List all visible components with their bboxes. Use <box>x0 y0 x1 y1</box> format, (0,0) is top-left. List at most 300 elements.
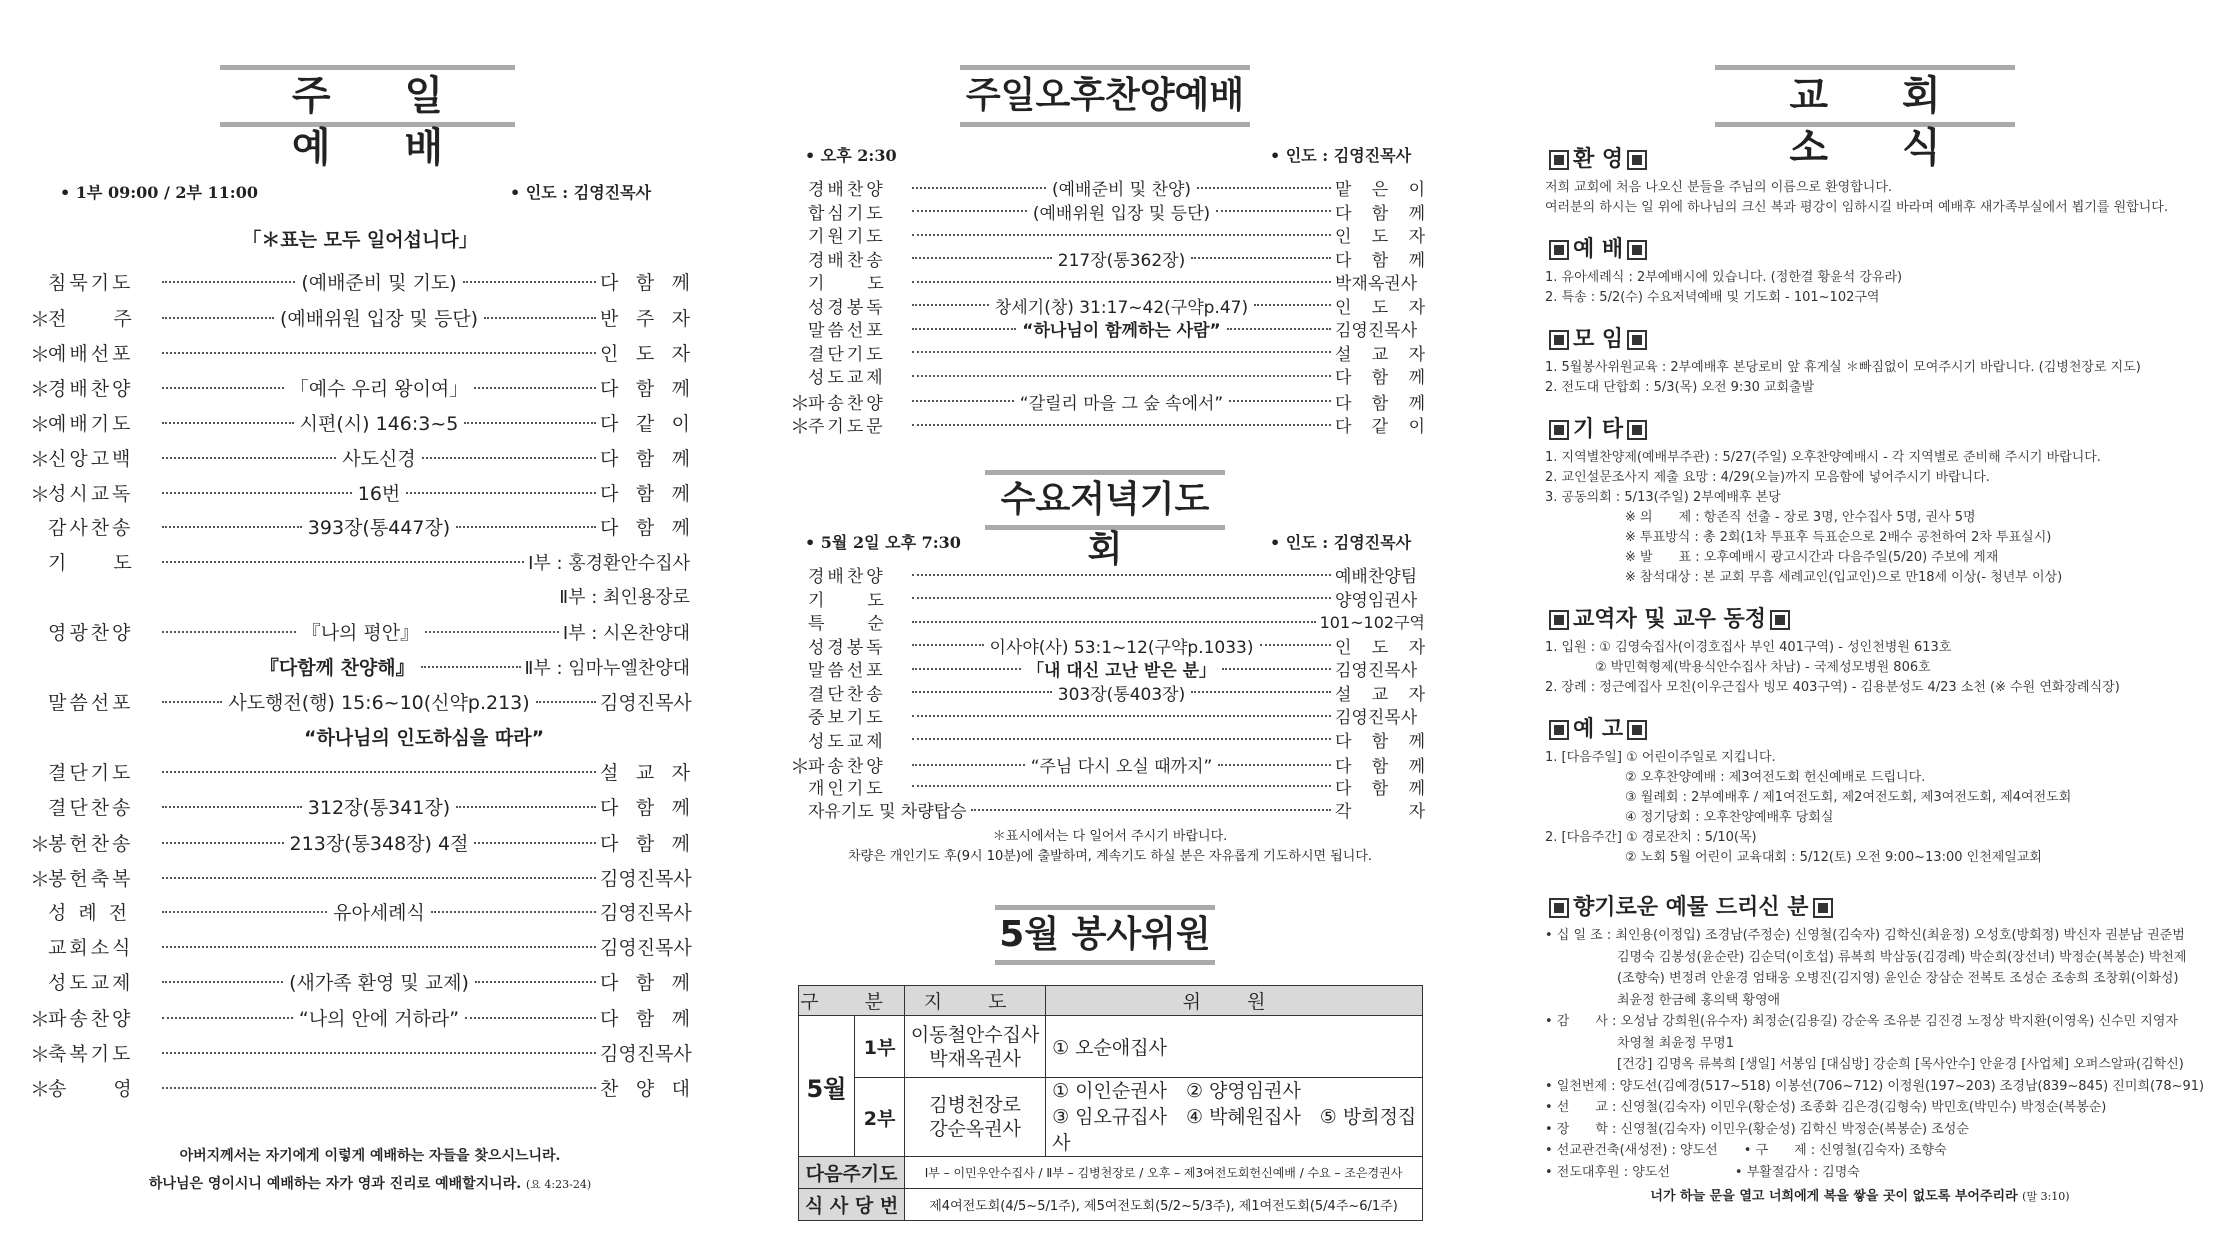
dot-leader <box>162 561 524 563</box>
sunday-footer-ref: (요 4:23-24) <box>525 1178 592 1191</box>
square-bullet-icon <box>1549 330 1569 350</box>
order-content: 213장(통348장) 4절 <box>289 833 469 855</box>
order-content: (새가족 환영 및 교제) <box>289 972 469 994</box>
order-row <box>790 586 1425 611</box>
order-person: 설 교 자 <box>1335 344 1425 365</box>
square-bullet-icon <box>1627 420 1647 440</box>
dot-leader <box>162 492 352 494</box>
table-row <box>799 1157 1423 1189</box>
dot-leader <box>162 317 274 319</box>
order-row <box>30 408 690 437</box>
dot-leader <box>162 806 302 808</box>
next-week-prayer-value: Ⅰ부 – 이민우안수집사 / Ⅱ부 – 김병천장로 / 오후 – 제3여전도회헌신예배 / 수요 – 조은경권사 <box>905 1157 1423 1189</box>
news-footer-verse <box>1545 1185 2175 1204</box>
order-row <box>30 688 690 715</box>
dot-leader <box>912 400 1014 402</box>
col-header-members: 위 원 <box>1046 986 1423 1016</box>
star-mark: ＊ <box>30 447 50 471</box>
dot-leader <box>162 1017 293 1019</box>
order-content: 393장(통447장) <box>307 517 451 539</box>
news-section-title: 모 임 <box>1573 327 1624 352</box>
order-content: “나의 안에 거하라” <box>298 1008 460 1030</box>
star-mark: ＊ <box>30 1042 50 1066</box>
order-content: 사도행전(행) 15:6~10(신약p.213) <box>228 692 530 714</box>
dot-leader <box>1216 210 1331 212</box>
wednesday-title <box>985 470 1225 570</box>
dot-leader <box>463 281 596 283</box>
order-label: 결단찬송 <box>48 797 134 819</box>
order-person: 김영진목사 <box>1335 321 1418 341</box>
dot-leader <box>912 257 1052 259</box>
news-line: 차영철 최윤정 무명1 <box>1617 1035 1734 1051</box>
dot-leader <box>422 457 596 459</box>
order-row <box>30 1003 690 1032</box>
dot-leader <box>162 387 284 389</box>
order-row <box>790 340 1425 365</box>
order-row <box>790 293 1425 318</box>
order-label: 성도교제 <box>48 972 134 994</box>
dot-leader <box>912 424 1331 426</box>
volunteers-table <box>798 985 1423 1221</box>
order-content: 시편(시) 146:3~5 <box>299 413 459 435</box>
order-label: 파송찬양 <box>48 1008 134 1030</box>
order-person: 다 함 께 <box>1335 203 1425 224</box>
order-person: 다 함 께 <box>600 797 691 819</box>
news-line: • 선 교 : 신영철(김숙자) 이민우(황순성) 조종화 김은경(김형숙) 박민호(박민수) 박정순(복봉순) <box>1545 1100 2107 1115</box>
news-line: 1. [다음주일] ① 어린이주일로 지킵니다. <box>1545 750 1776 765</box>
sunday-footer-line2: 하나님은 영이시니 예배하는 자가 영과 진리로 예배할지니라. <box>148 1176 522 1192</box>
table-row <box>799 1016 1423 1078</box>
dot-leader <box>162 981 283 983</box>
dot-leader <box>912 328 1016 330</box>
order-person: 인 도 자 <box>1335 297 1426 318</box>
order-row <box>30 373 690 402</box>
order-person: 다 함 께 <box>1335 757 1425 777</box>
order-label: 중보기도 <box>808 708 886 728</box>
news-line: ④ 정기당회 : 오후찬양예배후 당회실 <box>1625 810 1834 825</box>
news-line: 3. 공동의회 : 5/13(주일) 2부예배후 본당 <box>1545 490 1781 505</box>
order-row <box>790 175 1425 200</box>
dot-leader <box>474 842 596 844</box>
order-label: 경배찬양 <box>48 378 134 400</box>
news-section-title: 환 영 <box>1573 147 1624 172</box>
order-label: 성경봉독 <box>808 297 886 318</box>
dot-leader <box>162 631 296 633</box>
order-person: 김영진목사 <box>600 937 692 959</box>
order-person: Ⅰ부 : 시온찬양대 <box>562 622 690 644</box>
order-label: 주기도문 <box>808 417 886 437</box>
wednesday-note-1: ＊표시에서는 다 일어서 주시기 바랍니다. <box>992 829 1228 844</box>
order-row <box>30 618 690 645</box>
star-mark: ＊ <box>30 412 50 436</box>
dot-leader <box>912 785 1331 787</box>
order-person: 다 함 께 <box>1335 250 1425 271</box>
order-row <box>30 1073 690 1102</box>
dot-leader <box>465 1017 596 1019</box>
order-row <box>30 723 690 750</box>
order-label: 결단기도 <box>808 344 886 365</box>
part-cell: 1부 <box>855 1016 905 1078</box>
order-person: 김영진목사 <box>600 868 692 890</box>
news-line: • 감 사 : 오성남 강희원(유수자) 최정순(김용길) 강순옥 조유분 김진경 노정상 박지환(이영옥) 신수민 지영자 <box>1545 1014 2178 1029</box>
order-label: 말씀선포 <box>48 692 134 714</box>
church-news-title <box>1715 65 2015 171</box>
star-mark: ＊ <box>30 1077 50 1101</box>
dot-leader <box>1260 644 1332 646</box>
order-row <box>790 609 1425 634</box>
next-week-prayer-label: 다음주기도 <box>799 1157 905 1189</box>
order-content: 유아세례식 <box>333 902 425 924</box>
dot-leader <box>162 911 327 913</box>
dot-leader <box>421 666 521 668</box>
order-person: 설 교 자 <box>600 762 690 784</box>
order-person: 김영진목사 <box>1335 661 1418 681</box>
order-label: 성경봉독 <box>808 637 886 658</box>
order-content: “하나님의 인도하심을 따라” <box>303 727 545 749</box>
news-section-title: 기 타 <box>1573 417 1624 442</box>
star-mark: ＊ <box>30 307 50 331</box>
order-label: 성시교독 <box>48 483 134 505</box>
square-bullet-icon <box>1627 720 1647 740</box>
dot-leader <box>1191 691 1331 693</box>
star-mark: ＊ <box>790 414 810 438</box>
order-content: 「예수 우리 왕이여」 <box>289 378 469 400</box>
order-person: 인 도 자 <box>600 343 690 365</box>
dot-leader <box>162 771 596 773</box>
dot-leader <box>162 842 284 844</box>
order-content: 창세기(창) 31:17~42(구약p.47) <box>994 297 1249 318</box>
order-content: 312장(통341장) <box>307 797 451 819</box>
order-person: 다 함 께 <box>1335 731 1425 752</box>
sunday-service-title-text: 주 일 예 배 <box>291 73 474 171</box>
order-row <box>30 443 690 472</box>
order-row <box>30 758 690 785</box>
order-content: 이사야(사) 53:1~12(구약p.1033) <box>989 637 1254 658</box>
news-section-heading <box>1545 712 1651 743</box>
order-content: (예배위원 입장 및 등단) <box>1032 203 1211 224</box>
sunday-footer-verse <box>50 1145 690 1193</box>
order-person: 다 함 께 <box>600 272 691 294</box>
dot-leader <box>1218 764 1331 766</box>
square-bullet-icon <box>1770 610 1790 630</box>
order-person: 예배찬양팀 <box>1335 567 1418 587</box>
order-label: 성도교제 <box>808 368 886 388</box>
news-footer-text: 너가 하늘 문을 열고 너희에게 복을 쌓을 곳이 없도록 부어주리라 <box>1650 1189 2018 1204</box>
wednesday-title-text: 수요저녁기도회 <box>1000 479 1210 570</box>
news-line: 1. 유아세례식 : 2부예배시에 있습니다. (정한결 황윤석 강유라) <box>1545 270 1903 285</box>
month-cell: 5월 <box>799 1016 855 1157</box>
dot-leader <box>425 631 559 633</box>
dot-leader <box>912 574 1331 576</box>
order-row <box>30 828 690 857</box>
sunday-service-title <box>220 65 515 171</box>
news-line: (조향숙) 변정려 안윤경 엄태웅 오병진(김지영) 윤인순 장삼순 전복토 조성순 조송희 조창휘(이화성) <box>1617 971 2179 986</box>
order-content: 『나의 평안』 <box>301 622 420 644</box>
order-person: 다 함 께 <box>600 833 690 855</box>
order-row <box>790 410 1425 439</box>
order-row <box>30 898 690 925</box>
order-label: 경배찬양 <box>808 567 886 587</box>
order-person: 김영진목사 <box>1335 708 1418 728</box>
order-label: 침묵기도 <box>48 272 134 294</box>
dot-leader <box>456 806 596 808</box>
order-row <box>30 653 690 680</box>
news-line: 최윤정 한금혜 홍의택 황영애 <box>1617 992 1781 1008</box>
order-row <box>790 222 1425 247</box>
news-line: 2. [다음주간] ① 경로잔치 : 5/10(목) <box>1545 830 1757 845</box>
meal-duty-value: 제4여전도회(4/5~5/1주), 제5여전도회(5/2~5/3주), 제1여전도회(5/4주~6/1주) <box>905 1189 1423 1221</box>
order-row <box>30 1038 690 1067</box>
square-bullet-icon <box>1549 240 1569 260</box>
dot-leader <box>1191 257 1331 259</box>
news-section-heading <box>1545 412 1651 443</box>
meal-duty-label: 식 사 당 번 <box>799 1189 905 1221</box>
news-line: ② 오후찬양예배 : 제3여전도회 헌신예배로 드립니다. <box>1625 770 1926 785</box>
order-label: 파송찬양 <box>808 757 886 777</box>
dot-leader <box>162 526 302 528</box>
order-row <box>30 933 690 960</box>
square-bullet-icon <box>1549 610 1569 630</box>
order-person: 다 함 께 <box>1335 368 1425 388</box>
star-mark: ＊ <box>30 1007 50 1031</box>
news-line: • 전도대후원 : 양도선 • 부활절감사 : 김명숙 <box>1545 1164 1860 1180</box>
news-line: 1. 지역별찬양제(예배부주관) : 5/27(주일) 오후찬양예배시 - 각 지역별로 준비해 주시기 바랍니다. <box>1545 450 2101 465</box>
col-header-division: 구 분 <box>799 986 905 1016</box>
dot-leader <box>162 877 596 879</box>
order-label: 교회소식 <box>48 937 134 959</box>
square-bullet-icon <box>1627 240 1647 260</box>
order-label: 신앙고백 <box>48 448 134 470</box>
order-row <box>790 656 1425 681</box>
dot-leader <box>162 281 295 283</box>
order-content: 303장(통403장) <box>1057 684 1186 705</box>
order-row <box>30 268 690 295</box>
order-label: 기원기도 <box>808 227 886 247</box>
order-person: 다 함 께 <box>600 378 690 400</box>
star-mark: ＊ <box>30 377 50 401</box>
news-line: ※ 발 표 : 오후예배시 광고시간과 다음주일(5/20) 주보에 게재 <box>1625 550 1999 565</box>
order-person: 맡 은 이 <box>1335 180 1425 200</box>
order-label: 경배찬양 <box>808 180 886 200</box>
wednesday-leader: • 인도 : 김영진목사 <box>1270 533 1412 552</box>
dot-leader <box>406 492 596 494</box>
dot-leader <box>1229 400 1331 402</box>
order-label: 기 도 <box>808 274 887 294</box>
order-row <box>790 680 1425 705</box>
news-line: 2. 특송 : 5/2(수) 수요저녁예배 및 기도회 - 101~102구역 <box>1545 290 1880 305</box>
order-person: 설 교 자 <box>1335 684 1425 705</box>
dot-leader <box>162 1087 596 1089</box>
order-person: 다 함 께 <box>600 517 691 539</box>
star-mark: ＊ <box>30 832 50 856</box>
order-label: 감사찬송 <box>48 517 134 539</box>
news-section-title: 향기로운 예물 드리신 분 <box>1573 895 1809 920</box>
order-content: (예배준비 및 찬양) <box>1051 180 1192 200</box>
order-person: 다 함 께 <box>600 1008 690 1030</box>
order-person: 박재옥권사 <box>1335 274 1418 294</box>
order-label: 특 순 <box>808 614 887 634</box>
sunday-footer-line1: 아버지께서는 자기에게 이렇게 예배하는 자들을 찾으시느니라. <box>179 1148 561 1164</box>
news-line: 2. 장례 : 정근예집사 모친(이우근집사 빙모 403구역) - 김용분성도 4/23 소천 (※ 수원 연화장례식장) <box>1545 680 2120 695</box>
order-person: 양영임권사 <box>1335 590 1418 611</box>
dot-leader <box>912 668 1021 670</box>
dot-leader <box>1197 187 1331 189</box>
order-content: (예배위원 입장 및 등단) <box>279 308 479 330</box>
dot-leader <box>431 911 596 913</box>
members-cell: ① 이인순권사 ② 양영임권사 ③ 임오규집사 ④ 박혜원집사 ⑤ 방희정집사 <box>1046 1078 1423 1157</box>
dot-leader <box>912 597 1331 599</box>
table-row <box>799 1078 1423 1157</box>
order-content: “갈릴리 마을 그 숲 속에서” <box>1019 393 1224 414</box>
order-person: Ⅰ부 : 홍경환안수집사 <box>528 552 690 574</box>
order-person: 인 도 자 <box>1335 637 1426 658</box>
order-label: 축복기도 <box>48 1043 134 1065</box>
square-bullet-icon <box>1549 420 1569 440</box>
news-line: 여러분의 하시는 일 위에 하나님의 크신 복과 평강이 임하시길 바라며 예배후 새가족부실에서 뵙기를 원합니다. <box>1545 200 2168 215</box>
dot-leader <box>912 281 1331 283</box>
leader-cell: 이동철안수집사 박재옥권사 <box>905 1016 1046 1078</box>
star-mark: ＊ <box>790 390 810 415</box>
afternoon-service-title <box>960 65 1250 127</box>
news-line: • 일천번제 : 양도선(김예경(517~518) 이봉선(706~712) 이정원(197~203) 조경남(839~845) 진미희(78~91) <box>1545 1078 2205 1094</box>
afternoon-service-title-text: 주일오후찬양예배 <box>965 75 1245 116</box>
news-section-heading <box>1545 322 1651 353</box>
order-label: 영광찬양 <box>48 622 134 644</box>
news-section-heading <box>1545 142 1651 173</box>
order-label: 성도교제 <box>808 731 886 752</box>
order-person: 다 같 이 <box>1335 417 1425 437</box>
dot-leader <box>1222 668 1331 670</box>
order-label: 성 례 전 <box>48 902 131 924</box>
order-label: 합심기도 <box>808 203 886 224</box>
order-label: 예배기도 <box>48 413 134 435</box>
order-label: 예배선포 <box>48 343 134 365</box>
news-line: 저희 교회에 처음 나오신 분들을 주님의 이름으로 환영합니다. <box>1545 180 1893 195</box>
square-bullet-icon <box>1627 330 1647 350</box>
dot-leader <box>536 701 596 703</box>
order-row <box>790 703 1425 728</box>
square-bullet-icon <box>1549 720 1569 740</box>
dot-leader <box>1254 304 1331 306</box>
order-person: 다 함 께 <box>600 972 690 994</box>
leader-cell: 김병천장로 강순옥권사 <box>905 1078 1046 1157</box>
order-content: “하나님이 함께하는 사람” <box>1022 321 1221 341</box>
dot-leader <box>912 764 1025 766</box>
order-label: 경배찬송 <box>808 250 886 271</box>
dot-leader <box>484 317 596 319</box>
news-section-heading <box>1545 890 1837 921</box>
afternoon-time: • 오후 2:30 <box>805 146 897 165</box>
order-person: 다 함 께 <box>600 483 690 505</box>
dot-leader <box>162 457 336 459</box>
news-line: ※ 의 제 : 항존직 선출 - 장로 3명, 안수집사 5명, 권사 5명 <box>1625 510 1976 525</box>
dot-leader <box>912 691 1052 693</box>
table-row <box>799 1189 1423 1221</box>
star-mark: ＊ <box>30 342 50 366</box>
order-label: 봉헌찬송 <box>48 833 134 855</box>
dot-leader <box>162 701 222 703</box>
order-content: (예배준비 및 기도) <box>301 272 457 294</box>
order-content: “주님 다시 오실 때까지” <box>1030 757 1213 777</box>
part-cell: 2부 <box>855 1078 905 1157</box>
order-row <box>790 246 1425 271</box>
order-row <box>30 303 690 332</box>
news-section-title: 교역자 및 교우 동정 <box>1573 607 1766 632</box>
news-line: 2. 교인설문조사지 제출 요망 : 4/29(오늘)까지 모음함에 넣어주시기 바랍니다. <box>1545 470 1990 485</box>
news-section-heading <box>1545 602 1794 633</box>
order-label: 기 도 <box>808 590 887 611</box>
news-line: ※ 참석대상 : 본 교회 무흠 세례교인(입교인)으로 만18세 이상(- 청년부 이상) <box>1625 570 2063 585</box>
order-row <box>30 548 690 575</box>
dot-leader <box>912 621 1316 623</box>
news-line: 2. 전도대 단합회 : 5/3(목) 오전 9:30 교회출발 <box>1545 380 1815 395</box>
news-line: • 장 학 : 신영철(김숙자) 이민우(황순성) 김학신 박정순(복봉순) 조성순 <box>1545 1121 1969 1137</box>
order-label: 말씀선포 <box>808 661 886 681</box>
order-person: 다 함 께 <box>1335 393 1426 414</box>
dot-leader <box>912 187 1046 189</box>
dot-leader <box>912 375 1331 377</box>
order-row <box>790 797 1425 822</box>
order-row <box>30 968 690 995</box>
dot-leader <box>912 644 984 646</box>
dot-leader <box>162 946 596 948</box>
news-line: 1. 5월봉사위원교육 : 2부예배후 본당로비 앞 휴게실 ＊빠짐없이 모여주시기 바랍니다. (김병천장로 지도) <box>1545 360 2141 375</box>
order-label: 송 영 <box>48 1078 135 1100</box>
order-label: 결단찬송 <box>808 684 886 705</box>
wednesday-time: • 5월 2일 오후 7:30 <box>805 533 961 552</box>
order-row <box>30 338 690 367</box>
order-label: 전 주 <box>48 308 135 330</box>
dot-leader <box>475 981 596 983</box>
order-person: 다 함 께 <box>600 448 691 470</box>
order-content: 「내 대신 고난 받은 분」 <box>1026 661 1217 681</box>
order-label: 자유기도 및 차량탑승 <box>808 802 967 822</box>
star-mark: ＊ <box>790 754 810 778</box>
order-person: Ⅱ부 : 임마누엘찬양대 <box>524 657 691 679</box>
order-row <box>790 269 1425 294</box>
order-row <box>790 316 1425 341</box>
order-content: 16번 <box>357 483 401 505</box>
dot-leader <box>912 351 1331 353</box>
order-person: 김영진목사 <box>600 692 692 714</box>
order-person: 다 함 께 <box>1335 778 1425 799</box>
news-line: ② 박민혁형제(박용식안수집사 차남) - 국제성모병원 806호 <box>1595 660 1931 675</box>
order-row <box>790 774 1425 799</box>
dot-leader <box>162 1052 596 1054</box>
order-content: 217장(통362장) <box>1057 250 1186 271</box>
dot-leader <box>912 738 1331 740</box>
order-person: 김영진목사 <box>600 902 692 924</box>
order-row <box>790 633 1425 658</box>
order-row <box>30 863 690 892</box>
square-bullet-icon <box>1549 150 1569 170</box>
order-person: 찬 양 대 <box>600 1078 690 1100</box>
news-line: [건강] 김명옥 류복희 [생일] 서봉임 [대심방] 강순희 [목사안수] 안윤경 [사업체] 오퍼스알파(김학신) <box>1617 1057 2184 1072</box>
order-label: 파송찬양 <box>808 393 886 414</box>
square-bullet-icon <box>1627 150 1647 170</box>
star-mark: ＊ <box>30 482 50 506</box>
news-line: ③ 월례회 : 2부예배후 / 제1여전도회, 제2여전도회, 제3여전도회, 제4여전도회 <box>1625 790 2072 805</box>
order-row <box>30 478 690 507</box>
dot-leader <box>456 526 596 528</box>
sunday-service-time: • 1부 09:00 / 2부 11:00 <box>60 183 258 202</box>
dot-leader <box>162 422 294 424</box>
news-line: 1. 입원 : ① 김영숙집사(이경호집사 부인 401구역) - 성인천병원 613호 <box>1545 640 1952 655</box>
afternoon-leader: • 인도 : 김영진목사 <box>1270 146 1412 165</box>
order-row <box>790 562 1425 587</box>
order-label: 기 도 <box>48 552 135 574</box>
dot-leader <box>912 210 1027 212</box>
